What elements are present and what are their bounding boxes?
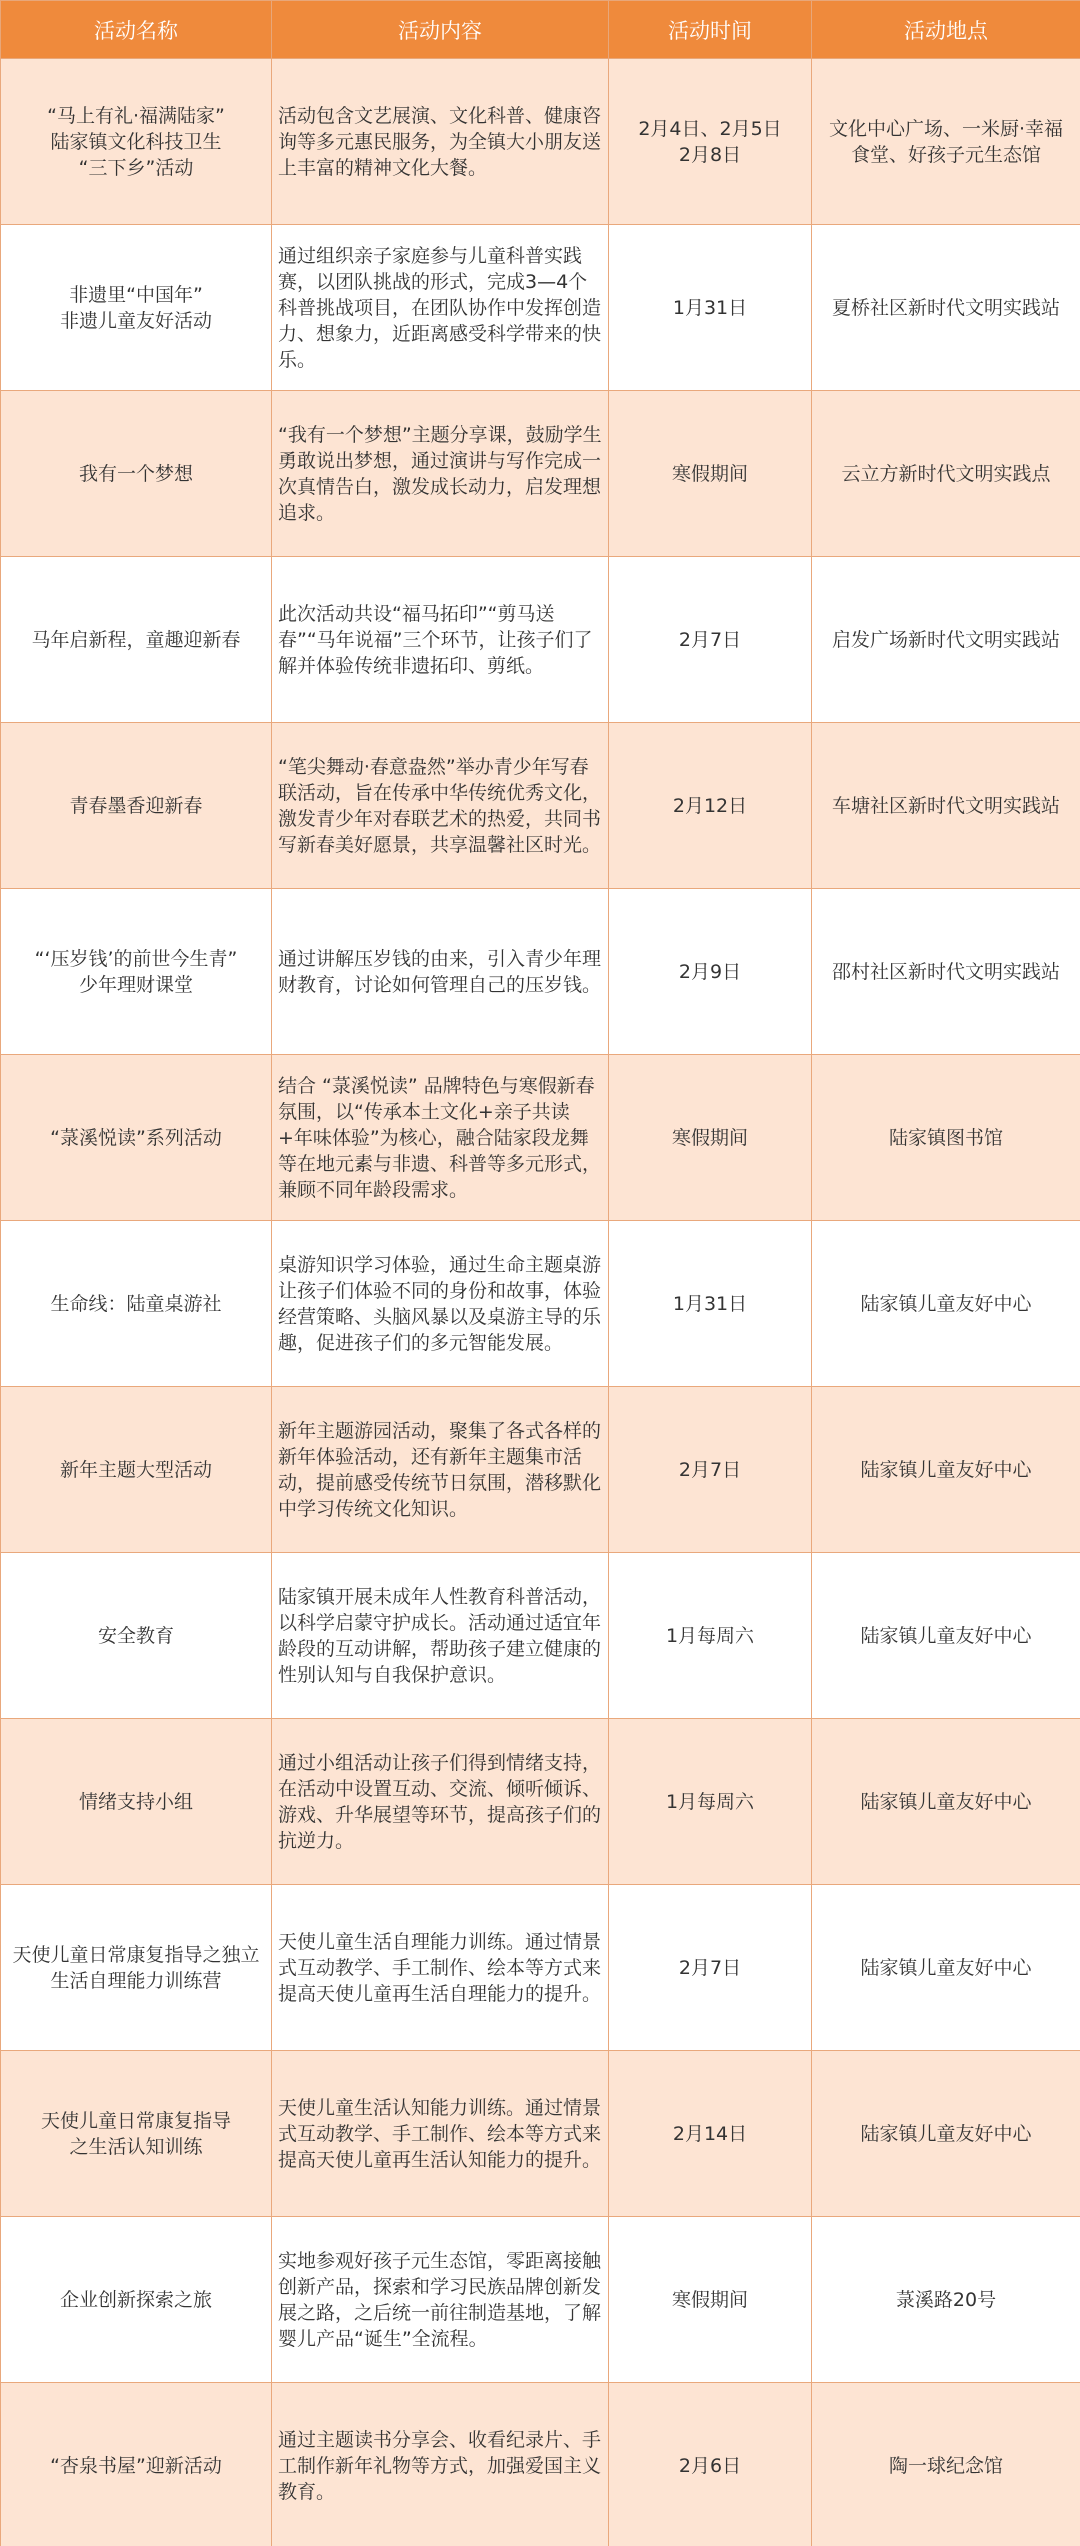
activity-place-cell-line: 车塘社区新时代文明实践站	[831, 794, 1060, 817]
table-row	[1, 1719, 1080, 1885]
activity-name-cell-line: 马年启新程，童趣迎新春	[31, 628, 241, 651]
table-row	[1, 889, 1080, 1055]
activity-place-cell-line: 夏桥社区新时代文明实践站	[831, 296, 1060, 319]
activity-name-cell	[1, 1885, 272, 2051]
activity-name-cell-line: 少年理财课堂	[78, 973, 193, 996]
header-row	[1, 1, 1080, 59]
activity-place-cell	[812, 723, 1080, 889]
activity-name-cell	[1, 1719, 272, 1885]
activity-time-cell-line: 2月6日	[678, 2454, 742, 2477]
activity-place-cell-line: 云立方新时代文明实践点	[841, 462, 1051, 485]
activity-name-cell-line: 生活自理能力训练营	[50, 1969, 222, 1992]
table-row	[1, 1221, 1080, 1387]
header-activity-name: 活动名称	[1, 1, 272, 59]
activity-content-cell: 实地参观好孩子元生态馆，零距离接触创新产品，探索和学习民族品牌创新发展之路，之后统一前往制造基地，了解婴儿产品“诞生”全流程。	[272, 2217, 609, 2383]
activity-place-cell	[812, 2383, 1080, 2546]
table-row	[1, 723, 1080, 889]
activity-name-cell-line: 非遗儿童友好活动	[59, 309, 212, 332]
activity-name-cell	[1, 2383, 272, 2546]
table-row	[1, 1387, 1080, 1553]
activity-time-cell	[609, 225, 812, 391]
table-row	[1, 557, 1080, 723]
activity-content-cell: 天使儿童生活认知能力训练。通过情景式互动教学、手工制作、绘本等方式来提高天使儿童再生活认知能力的提升。	[272, 2051, 609, 2217]
activity-time-cell-line: 2月14日	[672, 2122, 748, 2145]
activity-time-cell	[609, 59, 812, 225]
activity-name-cell-line: 生命线：陆童桌游社	[50, 1292, 222, 1315]
activity-name-cell-line: 之生活认知训练	[69, 2135, 203, 2158]
activity-name-cell	[1, 889, 272, 1055]
activity-time-cell-line: 寒假期间	[671, 1126, 748, 1149]
activity-name-cell-line: 安全教育	[97, 1624, 174, 1647]
activity-time-cell-line: 2月7日	[678, 1458, 742, 1481]
activity-content-cell: 活动包含文艺展演、文化科普、健康咨询等多元惠民服务，为全镇大小朋友送上丰富的精神文化大餐。	[272, 59, 609, 225]
activity-place-cell-line: 陆家镇儿童友好中心	[860, 1458, 1032, 1481]
activity-time-cell-line: 1月31日	[672, 296, 748, 319]
activity-name-cell	[1, 1221, 272, 1387]
activity-content-cell: 桌游知识学习体验，通过生命主题桌游让孩子们体验不同的身份和故事，体验经营策略、头脑风暴以及桌游主导的乐趣，促进孩子们的多元智能发展。	[272, 1221, 609, 1387]
activity-place-cell	[812, 1221, 1080, 1387]
activity-content-cell: 通过小组活动让孩子们得到情绪支持，在活动中设置互动、交流、倾听倾诉、游戏、升华展望等环节，提高孩子们的抗逆力。	[272, 1719, 609, 1885]
activity-content-cell: 陆家镇开展未成年人性教育科普活动，以科学启蒙守护成长。活动通过适宜年龄段的互动讲解，帮助孩子建立健康的性别认知与自我保护意识。	[272, 1553, 609, 1719]
activity-name-cell	[1, 1553, 272, 1719]
table-row	[1, 2051, 1080, 2217]
activity-time-cell	[609, 889, 812, 1055]
activity-place-cell-line: 陆家镇图书馆	[888, 1126, 1003, 1149]
activity-time-cell	[609, 1387, 812, 1553]
activity-place-cell-line: 陆家镇儿童友好中心	[860, 1790, 1032, 1813]
header-activity-place: 活动地点	[812, 1, 1080, 59]
activity-content-cell: 结合 “菉溪悦读” 品牌特色与寒假新春氛围，以“传承本土文化+亲子共读+年味体验”为核心，融合陆家段龙舞等在地元素与非遗、科普等多元形式，兼顾不同年龄段需求。	[272, 1055, 609, 1221]
table-row	[1, 391, 1080, 557]
table-row	[1, 1885, 1080, 2051]
activity-place-cell	[812, 1719, 1080, 1885]
activity-name-cell-line: 企业创新探索之旅	[59, 2288, 212, 2311]
activity-name-cell	[1, 225, 272, 391]
activity-place-cell	[812, 2217, 1080, 2383]
table-row	[1, 1553, 1080, 1719]
activity-time-cell-line: 1月每周六	[665, 1790, 755, 1813]
activity-content-cell: 此次活动共设“福马拓印”“剪马送春”“马年说福”三个环节，让孩子们了解并体验传统非遗拓印、剪纸。	[272, 557, 609, 723]
activity-time-cell-line: 寒假期间	[671, 2288, 748, 2311]
activity-place-cell	[812, 889, 1080, 1055]
activity-place-cell	[812, 1553, 1080, 1719]
table-row	[1, 2383, 1080, 2546]
activity-time-cell	[609, 2383, 812, 2546]
activity-time-cell-line: 2月4日、2月5日	[638, 117, 782, 140]
activity-time-cell-line: 2月12日	[672, 794, 748, 817]
table-row	[1, 2217, 1080, 2383]
activity-name-cell-line: “‘压岁钱’的前世今生青”	[34, 947, 238, 970]
activity-name-cell-line: “菉溪悦读”系列活动	[50, 1126, 222, 1149]
activity-name-cell-line: 新年主题大型活动	[59, 1458, 212, 1481]
activity-time-cell	[609, 1221, 812, 1387]
activity-place-cell	[812, 225, 1080, 391]
activity-time-cell	[609, 557, 812, 723]
activity-place-cell-line: 陆家镇儿童友好中心	[860, 2122, 1032, 2145]
activity-place-cell	[812, 59, 1080, 225]
activity-time-cell-line: 寒假期间	[671, 462, 748, 485]
activity-time-cell	[609, 1885, 812, 2051]
activity-time-cell	[609, 723, 812, 889]
activity-place-cell-line: 邵村社区新时代文明实践站	[831, 960, 1060, 983]
activity-time-cell-line: 2月7日	[678, 1956, 742, 1979]
activity-time-cell-line: 1月31日	[672, 1292, 748, 1315]
activity-time-cell	[609, 1553, 812, 1719]
activity-time-cell	[609, 1719, 812, 1885]
header-activity-content: 活动内容	[272, 1, 609, 59]
activity-place-cell-line: 陶一球纪念馆	[888, 2454, 1003, 2477]
activity-time-cell-line: 2月9日	[678, 960, 742, 983]
activity-time-cell	[609, 2217, 812, 2383]
activity-time-cell	[609, 391, 812, 557]
table-row	[1, 59, 1080, 225]
table-header	[1, 1, 1080, 59]
activity-name-cell-line: 非遗里“中国年”	[69, 283, 203, 306]
activity-place-cell	[812, 1387, 1080, 1553]
activity-place-cell-line: 陆家镇儿童友好中心	[860, 1956, 1032, 1979]
table-row	[1, 1055, 1080, 1221]
activity-name-cell-line: 陆家镇文化科技卫生	[50, 130, 222, 153]
activity-content-cell: “笔尖舞动·春意盎然”举办青少年写春联活动，旨在传承中华传统优秀文化，激发青少年对春联艺术的热爱，共同书写新春美好愿景，共享温馨社区时光。	[272, 723, 609, 889]
activity-content-cell: 新年主题游园活动，聚集了各式各样的新年体验活动，还有新年主题集市活动，提前感受传统节日氛围，潜移默化中学习传统文化知识。	[272, 1387, 609, 1553]
activity-place-cell-line: 启发广场新时代文明实践站	[831, 628, 1060, 651]
activity-content-cell: 天使儿童生活自理能力训练。通过情景式互动教学、手工制作、绘本等方式来提高天使儿童再生活自理能力的提升。	[272, 1885, 609, 2051]
activity-name-cell	[1, 557, 272, 723]
activity-name-cell-line: 我有一个梦想	[78, 462, 193, 485]
activity-content-cell: 通过讲解压岁钱的由来，引入青少年理财教育，讨论如何管理自己的压岁钱。	[272, 889, 609, 1055]
activity-name-cell	[1, 391, 272, 557]
activity-time-cell-line: 2月8日	[678, 143, 742, 166]
activity-place-cell-line: 食堂、好孩子元生态馆	[850, 143, 1041, 166]
activity-time-cell-line: 1月每周六	[665, 1624, 755, 1647]
table-row	[1, 225, 1080, 391]
activity-time-cell-line: 2月7日	[678, 628, 742, 651]
activity-place-cell	[812, 391, 1080, 557]
activity-name-cell-line: 青春墨香迎新春	[69, 794, 203, 817]
activity-content-cell: 通过主题读书分享会、收看纪录片、手工制作新年礼物等方式，加强爱国主义教育。	[272, 2383, 609, 2546]
activity-place-cell-line: 菉溪路20号	[895, 2288, 997, 2311]
activity-name-cell	[1, 2051, 272, 2217]
activity-content-cell: “我有一个梦想”主题分享课，鼓励学生勇敢说出梦想，通过演讲与写作完成一次真情告白，激发成长动力，启发理想追求。	[272, 391, 609, 557]
activity-name-cell-line: 天使儿童日常康复指导	[40, 2109, 231, 2132]
activity-name-cell-line: “三下乡”活动	[78, 156, 194, 179]
activity-name-cell-line: 天使儿童日常康复指导之独立	[12, 1943, 260, 1966]
activity-time-cell	[609, 1055, 812, 1221]
activity-name-cell	[1, 723, 272, 889]
activity-name-cell	[1, 59, 272, 225]
activity-place-cell	[812, 1885, 1080, 2051]
header-activity-time: 活动时间	[609, 1, 812, 59]
activity-content-cell: 通过组织亲子家庭参与儿童科普实践赛，以团队挑战的形式，完成3—4个科普挑战项目，在团队协作中发挥创造力、想象力，近距离感受科学带来的快乐。	[272, 225, 609, 391]
activity-name-cell-line: “马上有礼·福满陆家”	[47, 104, 225, 127]
activity-place-cell-line: 陆家镇儿童友好中心	[860, 1624, 1032, 1647]
activity-place-cell-line: 陆家镇儿童友好中心	[860, 1292, 1032, 1315]
activity-place-cell	[812, 2051, 1080, 2217]
activity-place-cell	[812, 1055, 1080, 1221]
table-body	[1, 59, 1080, 2546]
activity-name-cell	[1, 1387, 272, 1553]
activity-name-cell-line: 情绪支持小组	[78, 1790, 193, 1813]
activity-name-cell-line: “杏泉书屋”迎新活动	[50, 2454, 222, 2477]
activity-name-cell	[1, 2217, 272, 2383]
activity-time-cell	[609, 2051, 812, 2217]
activity-place-cell	[812, 557, 1080, 723]
activity-name-cell	[1, 1055, 272, 1221]
activity-place-cell-line: 文化中心广场、一米厨·幸福	[828, 117, 1064, 140]
